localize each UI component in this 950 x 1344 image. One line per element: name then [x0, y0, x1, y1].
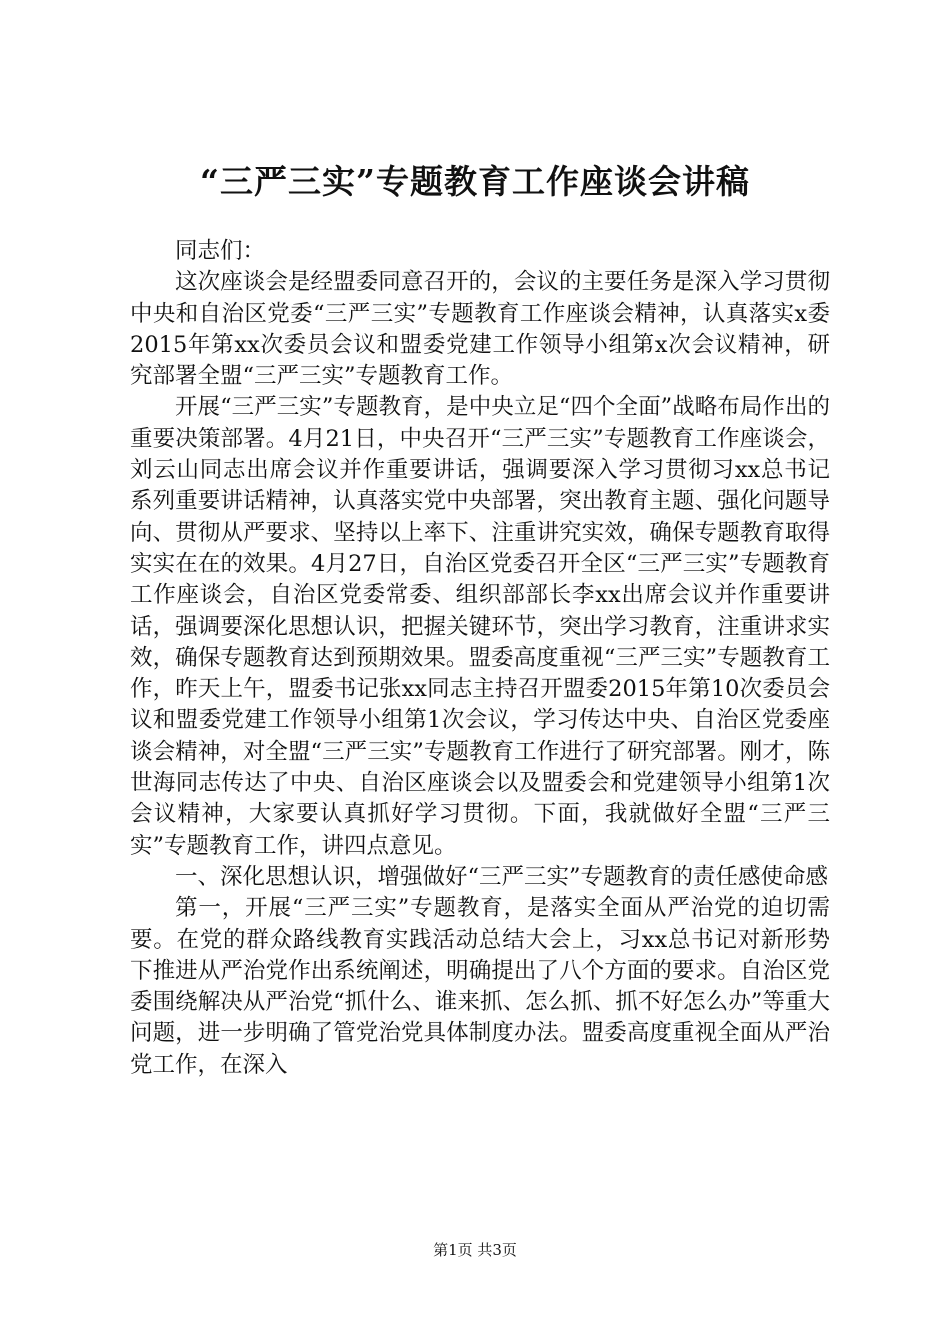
paragraph: 第一，开展“三严三实”专题教育，是落实全面从严治党的迫切需要。在党的群众路线教育实践活动总结大会上，习xx总书记对新形势下推进从严治党作出系统阐述，明确提出了八个方面的要求。自治区党委围绕解决从严治党“抓什么、谁来抓、怎么抓、抓不好怎么办”等重大问题，进一步明确了管党治党具体制度办法。盟委高度重视全面从严治党工作，在深入: [130, 895, 830, 1078]
document-body: [130, 236, 830, 1081]
document-title: “三严三实”专题教育工作座谈会讲稿: [200, 162, 750, 201]
salutation: 同志们：: [175, 238, 266, 264]
section-heading: 一、深化思想认识，增强做好“三严三实”专题教育的责任感使命感: [175, 863, 829, 890]
paragraph: 这次座谈会是经盟委同意召开的，会议的主要任务是深入学习贯彻中央和自治区党委“三严三实”专题教育工作座谈会精神，认真落实x委2015年第xx次委员会议和盟委党建工作领导小组第x次会议精神，研究部署全盟“三严三实”专题教育工作。: [130, 269, 830, 390]
page-number-footer: 第1页 共3页: [433, 1241, 517, 1259]
paragraph: 开展“三严三实”专题教育，是中央立足“四个全面”战略布局作出的重要决策部署。4月21日，中央召开“三严三实”专题教育工作座谈会，刘云山同志出席会议并作重要讲话，强调要深入学习贯彻习xx总书记系列重要讲话精神，认真落实党中央部署，突出教育主题、强化问题导向、贯彻从严要求、坚持以上率下、注重讲究实效，确保专题教育取得实实在在的效果。4月27日，自治区党委召开全区“三严三实”专题教育工作座谈会，自治区党委常委、组织部部长李xx出席会议并作重要讲话，强调要深化思想认识，把握关键环节，突出学习教育，注重讲求实效，确保专题教育达到预期效果。盟委高度重视“三严三实”专题教育工作，昨天上午，盟委书记张xx同志主持召开盟委2015年第10次委员会议和盟委党建工作领导小组第1次会议，学习传达中央、自治区党委座谈会精神，对全盟“三严三实”专题教育工作进行了研究部署。刚才，陈世海同志传达了中央、自治区座谈会以及盟委会和党建领导小组第1次会议精神，大家要认真抓好学习贯彻。下面，我就做好全盟“三严三实”专题教育工作，讲四点意见。: [130, 394, 830, 859]
